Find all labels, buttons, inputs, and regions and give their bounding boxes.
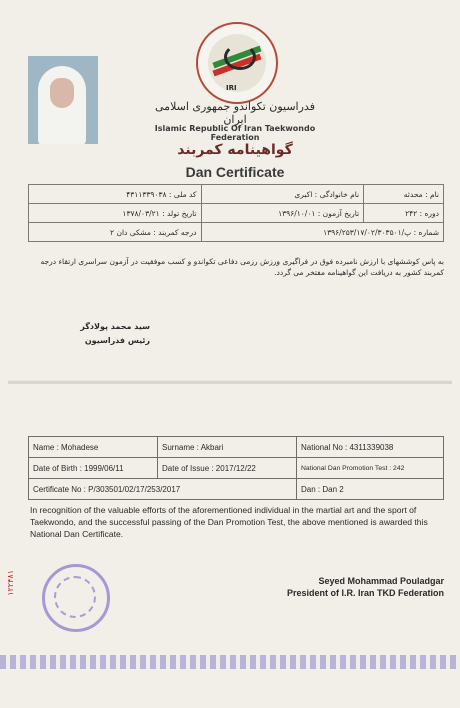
first-name-fa: نام : محدثه bbox=[364, 185, 444, 204]
federation-seal bbox=[24, 556, 114, 644]
table-row bbox=[29, 223, 444, 242]
national-no-en: National No : 4311339038 bbox=[297, 437, 444, 458]
holder-details-fa bbox=[28, 184, 444, 242]
birth-date-fa: تاریخ تولد : ۱۳۷۸/۰۳/۲۱ bbox=[29, 204, 202, 223]
course-fa: دوره : ۲۴۲ bbox=[364, 204, 444, 223]
federation-title-en: Islamic Republic Of Iran Taekwondo Federation bbox=[154, 124, 316, 142]
holder-photo bbox=[28, 56, 98, 144]
certificate-heading-fa: گواهینامه کمربند bbox=[177, 142, 293, 158]
certificate-number-en: Certificate No : P/303501/02/17/253/2017 bbox=[29, 479, 297, 500]
decorative-border bbox=[0, 655, 460, 669]
recognition-text-en: In recognition of the valuable efforts of the aforementioned individual in the martial art and the sport of Taekwondo, and the successful passing of the Dan Promotion Test, the above mentioned is awarded this National Dan Certificate. bbox=[30, 505, 428, 539]
promotion-test-en: National Dan Promotion Test : 242 bbox=[297, 458, 444, 479]
president-title: President of I.R. Iran TKD Federation bbox=[286, 588, 444, 598]
recognition-text-fa: به پاس کوششهای با ارزش نامبرده فوق در فراگیری ورزش رزمی دفاعی تکواندو و کسب موفقیت در آزمون سراسری ارتقاء درجه کمربند کشور به دریافت این گواهینامه مفتخر می گردد. bbox=[40, 257, 444, 277]
table-row bbox=[29, 185, 444, 204]
logo-caption: IRI bbox=[226, 84, 237, 92]
holder-details-en bbox=[28, 436, 444, 500]
president-name: Seyed Mohammad Pouladgar bbox=[318, 576, 444, 586]
exam-date-fa: تاریخ آزمون : ۱۳۹۶/۱۰/۰۱ bbox=[201, 204, 364, 223]
issue-date-en: Date of Issue : 2017/12/22 bbox=[158, 458, 297, 479]
surname-en: Surname : Akbari bbox=[158, 437, 297, 458]
signature-name-fa: سید محمد پولادگر bbox=[80, 322, 150, 331]
certificate-number-fa: شماره : پ/۱۳۹۶/۲۵۳/۱۷/۰۲/۳۰۳۵۰۱ bbox=[201, 223, 444, 242]
federation-title-fa: فدراسیون تکواندو جمهوری اسلامی ایران bbox=[155, 100, 315, 126]
table-row bbox=[29, 479, 444, 500]
fold-line bbox=[8, 380, 452, 384]
table-row bbox=[29, 458, 444, 479]
table-row bbox=[29, 204, 444, 223]
dan-grade-en: Dan : Dan 2 bbox=[297, 479, 444, 500]
serial-number: ۱۲۲۴۸۱ bbox=[6, 570, 15, 596]
national-code-fa: کد ملی : ۴۳۱۱۳۳۹۰۳۸ bbox=[29, 185, 202, 204]
table-row bbox=[29, 437, 444, 458]
birth-date-en: Date of Birth : 1999/06/11 bbox=[29, 458, 158, 479]
federation-logo bbox=[196, 22, 278, 104]
belt-grade-fa: درجه کمربند : مشکی دان ۲ bbox=[29, 223, 202, 242]
certificate-heading-en: Dan Certificate bbox=[185, 164, 285, 180]
surname-fa: نام خانوادگی : اکبری bbox=[201, 185, 364, 204]
signature-title-fa: رئیس فدراسیون bbox=[84, 336, 150, 345]
name-en: Name : Mohadese bbox=[29, 437, 158, 458]
